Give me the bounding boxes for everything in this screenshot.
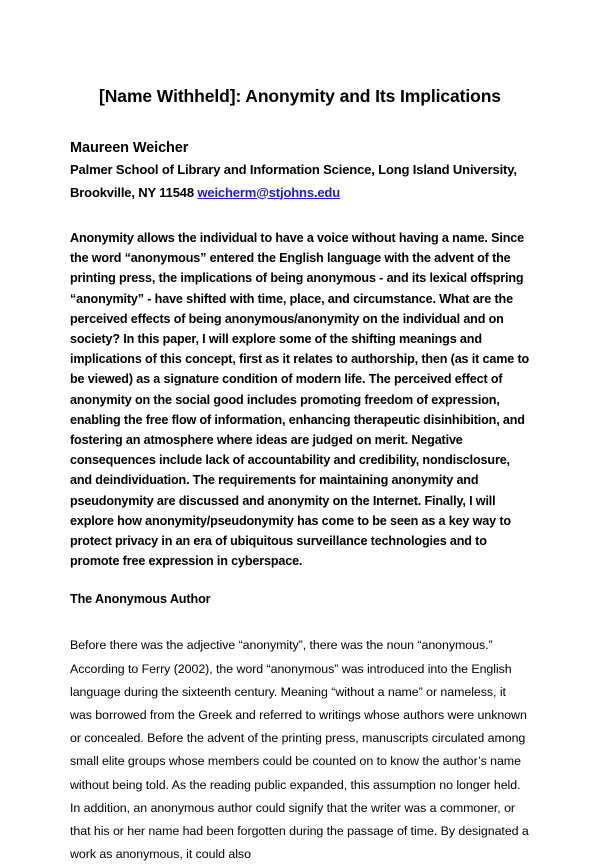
affiliation-text: Palmer School of Library and Information Science, Long Island University, Brookville, NY 11548	[70, 162, 517, 200]
author-block	[70, 137, 530, 204]
body-paragraph: Before there was the adjective “anonymity”, there was the noun “anonymous.” According to Ferry (2002), the word “anonymous” was introduced into the English language during the sixteenth century. Meaning “without a name” or nameless, it was borrowed from the Greek and referred to writings whose authors were unknown or concealed. Before the advent of the printing press, manuscripts circulated among small elite groups whose members could be counted on to know the author’s name without being told. As the reading public expanded, this assumption no longer held. In addition, an anonymous author could signify that the writer was a commoner, or that his or her name had been forgotten during the passage of time. By designated a work as anonymous, it could also	[70, 638, 529, 862]
document-content-column	[70, 0, 530, 866]
author-email-link[interactable]: weicherm@stjohns.edu	[197, 184, 341, 200]
page-title: [Name Withheld]: Anonymity and Its Implications	[99, 86, 501, 106]
section-heading-anonymous-author: The Anonymous Author	[70, 592, 211, 607]
author-name: Maureen Weicher	[70, 140, 189, 156]
abstract-paragraph: Anonymity allows the individual to have a voice without having a name. Since the word “anonymous” entered the English language with the advent of the printing press, the implications of being anonymous - and its lexical offspring “anonymity” - have shifted with time, place, and circumstance. What are the perceived effects of being anonymous/anonymity on the individual and on society? In this paper, I will explore some of the shifting meanings and implications of this concept, first as it relates to authorship, then (as it came to be viewed) as a signature condition of modern life. The perceived effect of anonymity on the social good includes promoting freedom of expression, enabling the free flow of information, enhancing therapeutic disinhibition, and fostering an atmosphere where ideas are judged on merit. Negative consequences include lack of accountability and credibility, nondisclosure, and deindividuation. The requirements for maintaining anonymity and pseudonymity are discussed and anonymity on the Internet. Finally, I will explore how anonymity/pseudonymity has come to be seen as a key way to protect privacy in an era of ubiquitous surveillance technologies and to promote free expression in cyberspace.	[70, 231, 530, 569]
author-affiliation	[70, 159, 530, 204]
